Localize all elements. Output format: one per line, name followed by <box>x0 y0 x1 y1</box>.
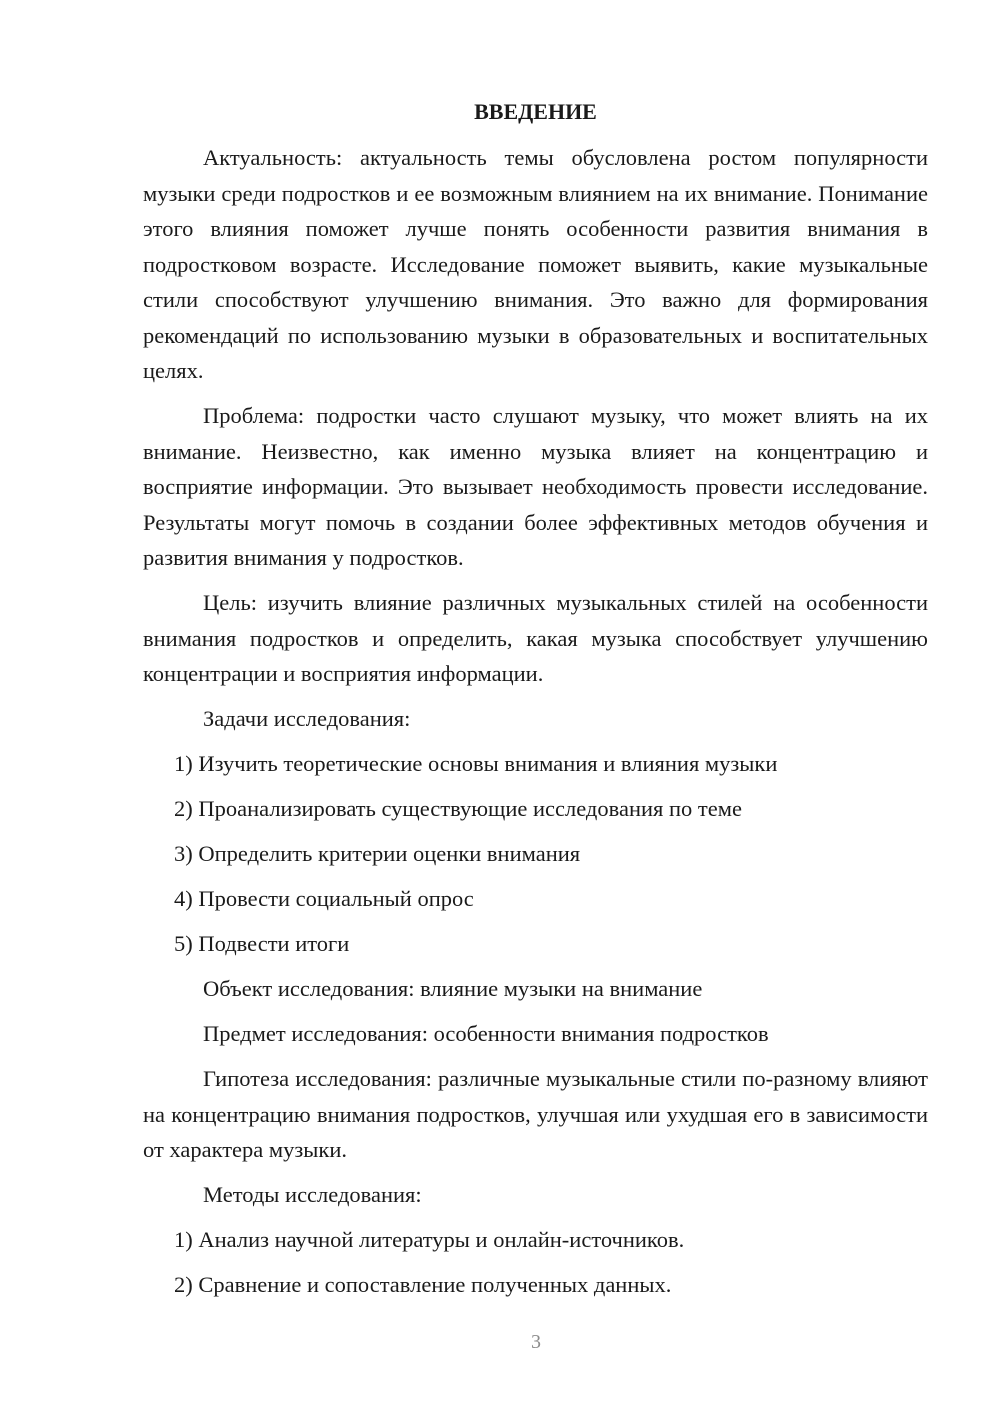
methods-list <box>143 1222 928 1303</box>
page-number: 3 <box>531 1331 541 1353</box>
list-item: 2) Проанализировать существующие исследования по теме <box>174 796 742 821</box>
list-item: 4) Провести социальный опрос <box>174 886 474 911</box>
object-line: Объект исследования: влияние музыки на внимание <box>203 976 703 1001</box>
list-item: 1) Анализ научной литературы и онлайн-источников. <box>174 1227 685 1252</box>
goal-paragraph: Цель: изучить влияние различных музыкальных стилей на особенности внимания подростков и определить, какая музыка способствует улучшению концентрации и восприятия информации. <box>143 590 928 686</box>
list-item: 5) Подвести итоги <box>174 931 350 956</box>
document-page <box>143 94 928 1312</box>
list-item: 3) Определить критерии оценки внимания <box>174 841 581 866</box>
page-title: ВВЕДЕНИЕ <box>474 99 597 124</box>
list-item: 1) Изучить теоретические основы внимания и влияния музыки <box>174 751 778 776</box>
problem-paragraph: Проблема: подростки часто слушают музыку, что может влиять на их внимание. Неизвестно, как именно музыка влияет на концентрацию и восприятие информации. Это вызывает необходимость провести исследование. Результаты могут помочь в создании более эффективных методов обучения и развития внимания у подростков. <box>143 403 928 570</box>
subject-line: Предмет исследования: особенности внимания подростков <box>203 1021 769 1046</box>
methods-heading: Методы исследования: <box>203 1182 422 1207</box>
tasks-heading: Задачи исследования: <box>203 706 411 731</box>
tasks-list <box>143 746 928 962</box>
hypothesis-paragraph: Гипотеза исследования: различные музыкальные стили по-разному влияют на концентрацию внимания подростков, улучшая или ухудшая его в зависимости от характера музыки. <box>143 1066 928 1162</box>
list-item: 2) Сравнение и сопоставление полученных данных. <box>174 1272 672 1297</box>
relevance-paragraph: Актуальность: актуальность темы обусловлена ростом популярности музыки среди подростков и ее возможным влиянием на их внимание. Понимание этого влияния поможет лучше понять особенности развития внимания в подростковом возрасте. Исследование поможет выявить, какие музыкальные стили способствуют улучшению внимания. Это важно для формирования рекомендаций по использованию музыки в образовательных и воспитательных целях. <box>143 145 928 383</box>
